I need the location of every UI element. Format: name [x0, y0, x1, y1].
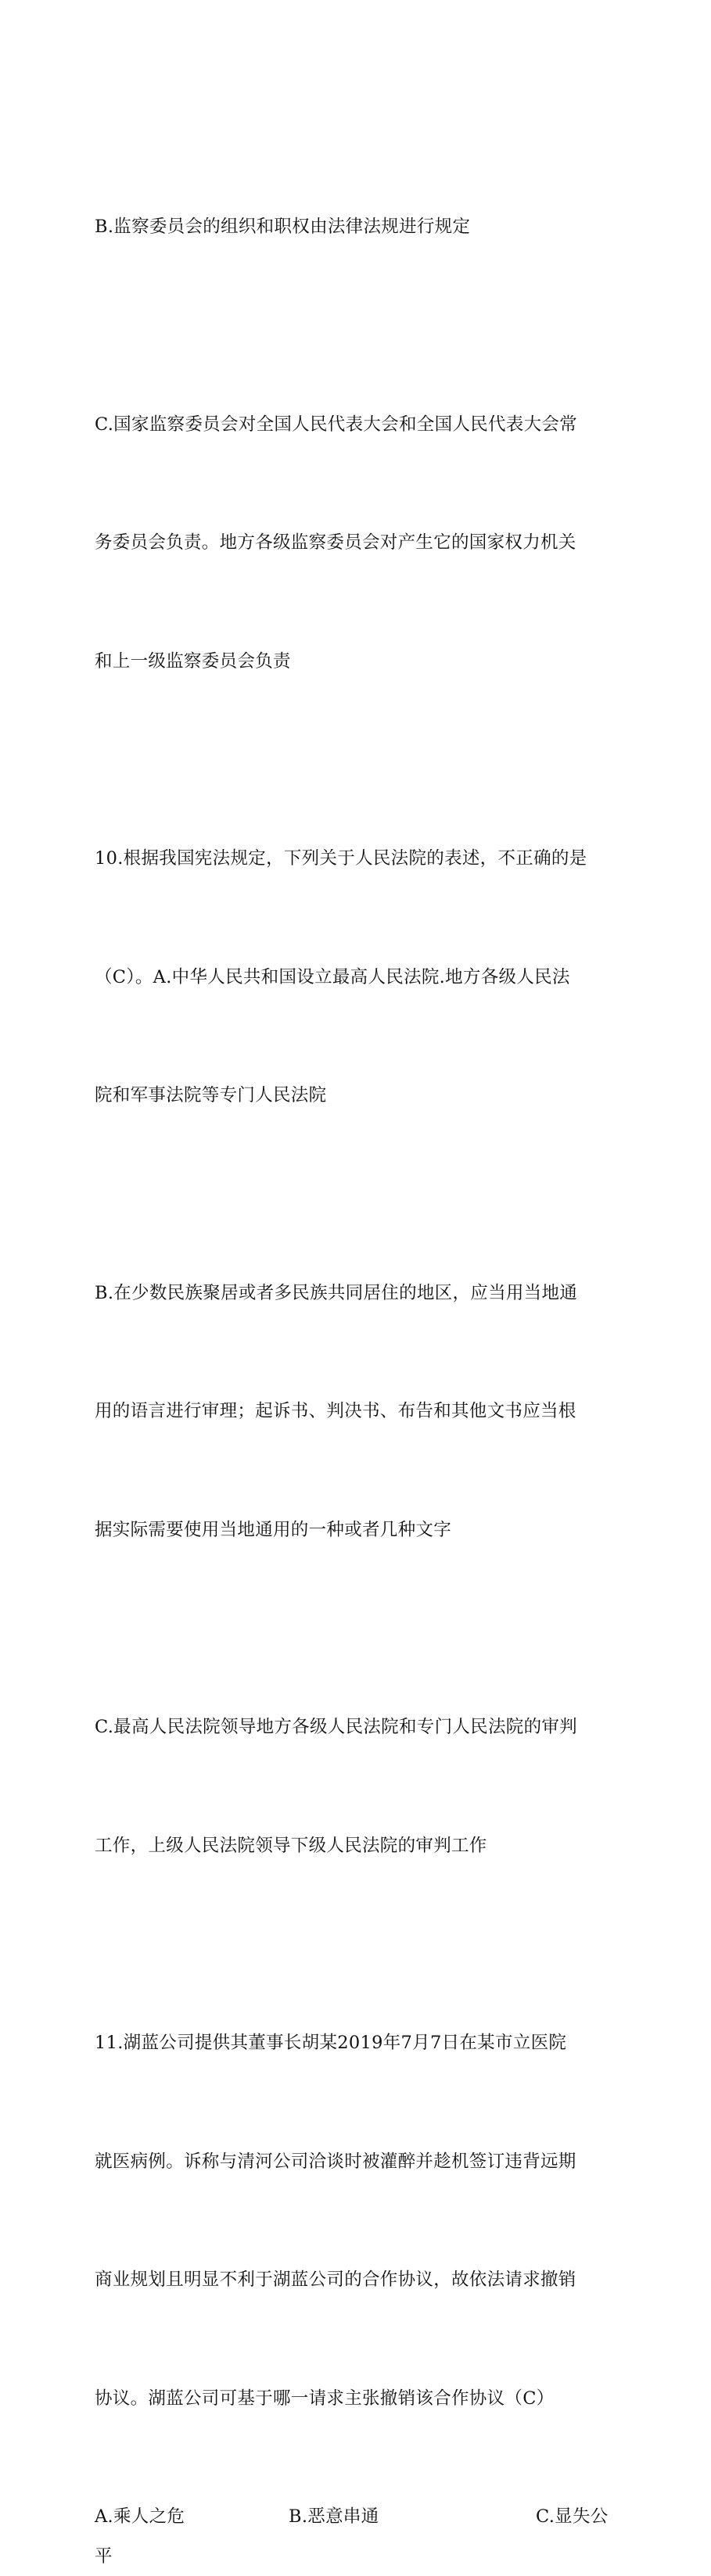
option-b: B.恶意串通: [289, 2497, 536, 2537]
text-line: 务委员会负责。地方各级监察委员会对产生它的国家权力机关: [95, 523, 620, 563]
text-line: C.最高人民法院领导地方各级人民法院和专门人民法院的审判: [95, 1707, 620, 1747]
text-line: 工作，上级人民法院领导下级人民法院的审判工作: [95, 1826, 620, 1866]
text-line: 院和军事法院等专门人民法院: [95, 1076, 620, 1116]
question-10: [95, 760, 620, 1195]
text-line: 用的语言进行审理；起诉书、判决书、布告和其他文书应当根: [95, 1392, 620, 1431]
text-line: 据实际需要使用当地通用的一种或者几种文字: [95, 1510, 620, 1550]
text-line: 就医病例。诉称与清河公司洽谈时被灌醉并趁机签订违背远期: [95, 2142, 620, 2182]
document-page: [0, 0, 711, 1005]
text-line: 10.根据我国宪法规定，下列关于人民法院的表述，不正确的是: [95, 839, 620, 879]
question-11-options: [95, 2497, 620, 2537]
question-10-option-c: [95, 1628, 620, 1944]
document-body: [95, 128, 620, 2576]
option-c-continuation: 平: [95, 2537, 620, 2576]
text-line: B.监察委员会的组织和职权由法律法规进行规定: [95, 207, 620, 247]
paragraph-option-c-supervision: [95, 326, 620, 761]
text-line: （C）。A.中华人民共和国设立最高人民法院.地方各级人民法: [95, 958, 620, 998]
text-line: 和上一级监察委员会负责: [95, 642, 620, 682]
question-11: [95, 1944, 620, 2497]
text-line: B.在少数民族聚居或者多民族共同居住的地区，应当用当地通: [95, 1274, 620, 1313]
text-line: 商业规划且明显不利于湖蓝公司的合作协议，故依法请求撤销: [95, 2260, 620, 2300]
question-10-option-b: [95, 1195, 620, 1629]
text-line: C.国家监察委员会对全国人民代表大会和全国人民代表大会常: [95, 405, 620, 445]
text-line: 协议。湖蓝公司可基于哪一请求主张撤销该合作协议（C）: [95, 2379, 620, 2419]
option-c: C.显失公: [536, 2497, 620, 2537]
paragraph-option-b-supervision: [95, 128, 620, 326]
option-a: A.乘人之危: [95, 2497, 289, 2537]
text-line: 11.湖蓝公司提供其董事长胡某2019年7月7日在某市立医院: [95, 2023, 620, 2063]
